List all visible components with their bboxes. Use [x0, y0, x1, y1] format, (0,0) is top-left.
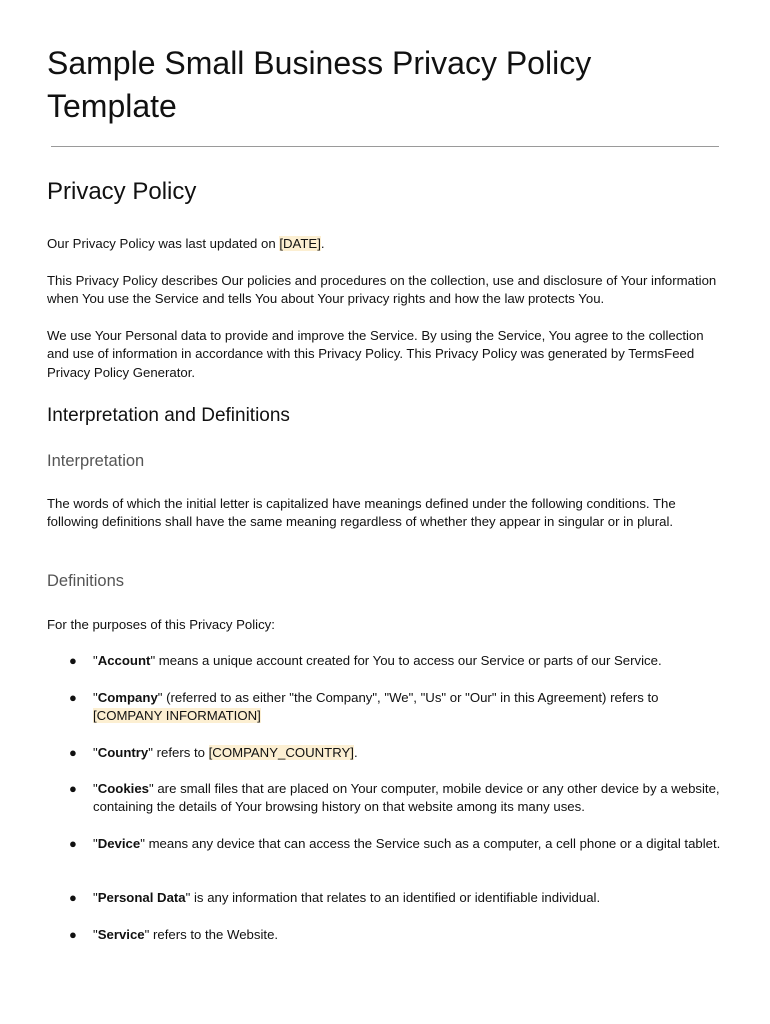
definition-text: " refers to — [148, 745, 209, 760]
definition-text: " means a unique account created for You to access our Service or parts of our Service. — [150, 653, 662, 668]
bullet-icon: ● — [69, 745, 77, 760]
bullet-icon: ● — [69, 927, 77, 942]
definition-text: " refers to the Website. — [144, 927, 279, 942]
definition-term: Account — [97, 653, 151, 668]
definition-term: Personal Data — [97, 890, 186, 905]
company-country-placeholder: [COMPANY_COUNTRY] — [208, 745, 354, 760]
definition-text: " is any information that relates to an identified or identifiable individual. — [185, 890, 601, 905]
interpretation-subheading: Interpretation — [47, 452, 145, 470]
bullet-icon: ● — [69, 890, 77, 905]
interpretation-paragraph: The words of which the initial letter is capitalized have meanings defined under the following conditions. The following definitions shall have the same meaning regardless of whether they appear in singular or in plural. — [47, 496, 676, 530]
interpretation-definitions-heading: Interpretation and Definitions — [47, 405, 290, 426]
data-usage-paragraph: We use Your Personal data to provide and improve the Service. By using the Service, You agree to the collection and use of information in accordance with this Privacy Policy. This Privacy Policy was generated by TermsFeed Privacy Policy Generator. — [47, 328, 704, 380]
definition-term: Country — [97, 745, 149, 760]
purposes-paragraph: For the purposes of this Privacy Policy: — [47, 617, 275, 632]
definition-text: " (referred to as either "the Company", "We", "Us" or "Our" in this Agreement) refers to — [157, 690, 659, 705]
company-information-placeholder: [COMPANY INFORMATION] — [93, 708, 261, 724]
definition-term: Company — [97, 690, 158, 705]
definition-term: Device — [97, 836, 141, 851]
policy-description-paragraph: This Privacy Policy describes Our policies and procedures on the collection, use and disclosure of Your information when You use the Service and tells You about Your privacy rights and how the law protects You. — [47, 273, 717, 307]
title-divider — [51, 146, 719, 147]
definition-term: Cookies — [97, 781, 149, 796]
bullet-icon: ● — [69, 781, 77, 796]
definition-term: Service — [97, 927, 145, 942]
definitions-subheading: Definitions — [47, 572, 125, 590]
bullet-icon: ● — [69, 836, 77, 851]
bullet-icon: ● — [69, 653, 77, 668]
definition-text: " are small files that are placed on Your computer, mobile device or any other device by a website, containing the details of Your browsing history on that website among its many uses. — [93, 781, 720, 815]
document-title: Sample Small Business Privacy Policy Template — [47, 45, 592, 124]
privacy-policy-heading: Privacy Policy — [47, 178, 197, 205]
last-updated-paragraph — [47, 235, 727, 253]
bullet-icon: ● — [69, 690, 77, 705]
last-updated-suffix: . — [320, 236, 325, 251]
last-updated-prefix: Our Privacy Policy was last updated on — [47, 236, 280, 251]
date-placeholder: [DATE] — [279, 236, 321, 251]
definition-text: " means any device that can access the Service such as a computer, a cell phone or a digital tablet. — [140, 836, 721, 851]
